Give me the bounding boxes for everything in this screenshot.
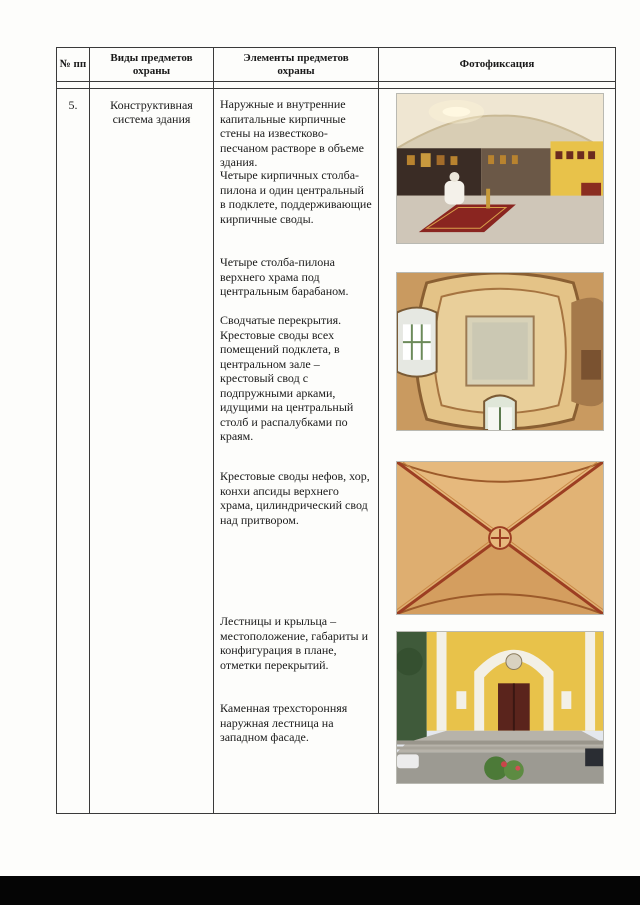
- element-stairs: Лестницы и крыльца – местоположение, габариты и конфигурация в плане, отметки перекрытий.: [220, 614, 369, 672]
- protection-table: [56, 47, 616, 814]
- row-type: Конструктивная система здания: [110, 98, 193, 126]
- element-exterior-stair: Каменная трехсторонняя наружная лестница на западном фасаде.: [220, 701, 348, 744]
- element-pillars-upper: Четыре столба-пилона верхнего храма под центральным барабаном.: [220, 255, 349, 298]
- header-divider: [57, 81, 615, 82]
- row-number: 5.: [68, 98, 78, 112]
- element-walls: Наружные и внутренние капитальные кирпичные стены на известково-песчаном растворе в объеме здания.: [220, 97, 365, 169]
- header-type: Виды предметов охраны: [110, 51, 193, 77]
- header-elements: Элементы предметов охраны: [243, 51, 349, 77]
- photo-west-facade: [396, 631, 604, 784]
- spacer-divider: [57, 88, 615, 89]
- header-photo: Фотофиксация: [459, 58, 535, 70]
- element-cross-vaults: Крестовые своды нефов, хор, конхи апсиды верхнего храма, цилиндрический свод над притвором.: [220, 469, 370, 527]
- col-divider: [378, 48, 379, 813]
- photo-interior-hall: [396, 93, 604, 244]
- col-divider: [213, 48, 214, 813]
- photo-vault-arches: [396, 272, 604, 431]
- photo-cross-vault: [396, 461, 604, 615]
- element-pillars-basement: Четыре кирпичных столба-пилона и один центральный в подклете, поддерживающие кирпичные своды.: [220, 168, 372, 226]
- header-num: № пп: [59, 58, 87, 70]
- element-vaults: Сводчатые перекрытия. Крестовые своды всех помещений подклета, в центральном зале – крестовый свод с подпружными арками, идущими на центральный столб и распалубками по краям.: [220, 313, 354, 443]
- scan-border: [0, 876, 640, 905]
- col-divider: [89, 48, 90, 813]
